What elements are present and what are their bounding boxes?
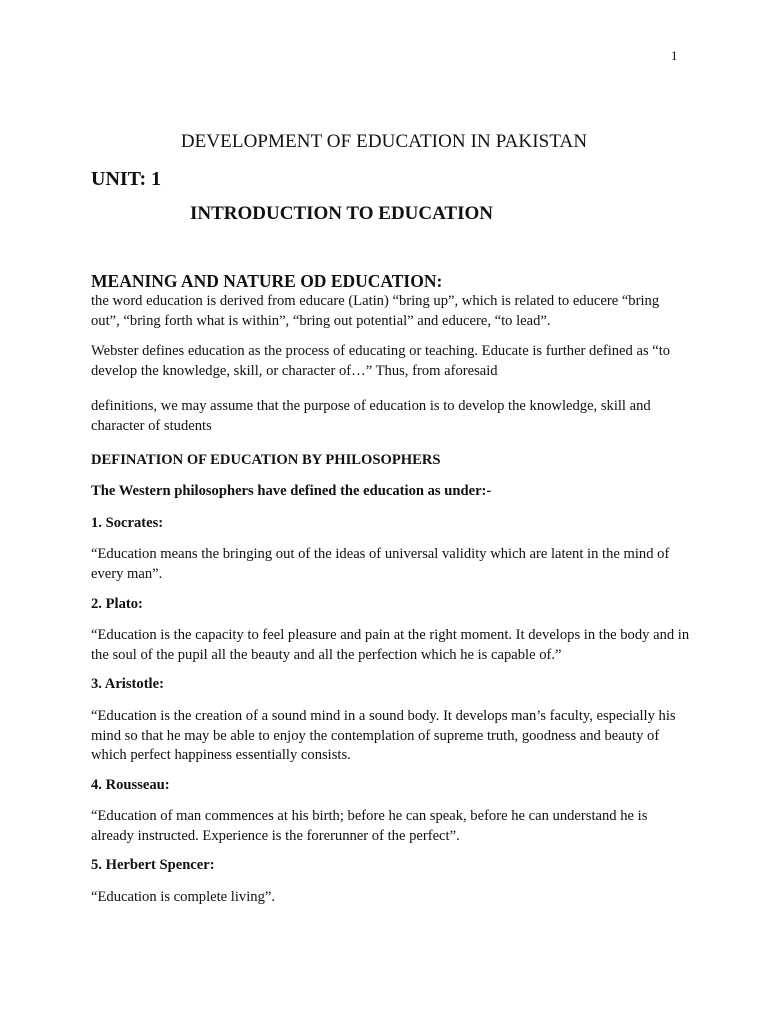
definition-heading: DEFINATION OF EDUCATION BY PHILOSOPHERS bbox=[91, 451, 441, 468]
philosopher-quote: “Education is the capacity to feel pleasure and pain at the right moment. It develops in the body and in the soul of the pupil all the beauty and all the perfection which he is capable of.” bbox=[91, 627, 690, 663]
philosopher-name: 1. Socrates: bbox=[91, 514, 164, 531]
western-philosophers-heading: The Western philosophers have defined the education as under:- bbox=[91, 483, 492, 500]
paragraph-etymology: the word education is derived from educare (Latin) “bring up”, which is related to educere “bring out”, “bring forth what is within”, “bring out potential” and educere, “to lead”. bbox=[91, 293, 660, 329]
paragraph-purpose: definitions, we may assume that the purpose of education is to develop the knowledge, skill and character of students bbox=[91, 398, 651, 434]
section-heading: MEANING AND NATURE OD EDUCATION: bbox=[91, 271, 443, 291]
philosopher-name: 2. Plato: bbox=[91, 595, 143, 612]
page-number: 1 bbox=[671, 48, 678, 63]
philosopher-quote: “Education of man commences at his birth; before he can speak, before he can understand he is already instructed. Experience is the forerunner of the perfect”. bbox=[91, 808, 648, 844]
intro-heading: INTRODUCTION TO EDUCATION bbox=[190, 203, 493, 224]
philosopher-quote: “Education means the bringing out of the ideas of universal validity which are latent in the mind of every man”. bbox=[91, 546, 670, 582]
document-body bbox=[91, 270, 691, 908]
document-title: DEVELOPMENT OF EDUCATION IN PAKISTAN bbox=[180, 131, 588, 152]
philosopher-name: 5. Herbert Spencer: bbox=[91, 857, 215, 874]
philosopher-quote: “Education is complete living”. bbox=[91, 889, 275, 906]
philosopher-name: 3. Aristotle: bbox=[91, 676, 164, 693]
philosopher-quote: “Education is the creation of a sound mind in a sound body. It develops man’s faculty, especially his mind so that he may be able to enjoy the contemplation of supreme truth, goodness and beauty of which perfect happiness essentially consists. bbox=[91, 707, 676, 764]
unit-heading: UNIT: 1 bbox=[91, 168, 162, 190]
paragraph-webster: Webster defines education as the process of educating or teaching. Educate is further defined as “to develop the knowledge, skill, or character of…” Thus, from aforesaid bbox=[91, 343, 671, 379]
philosopher-name: 4. Rousseau: bbox=[91, 776, 170, 793]
